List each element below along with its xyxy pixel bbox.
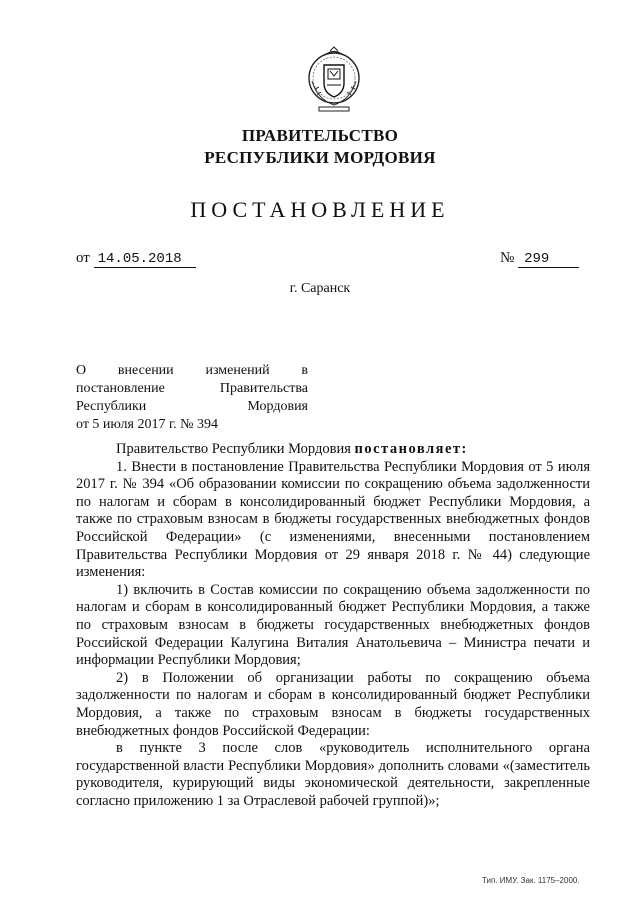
- number-prefix: №: [500, 250, 515, 266]
- paragraph-4: в пункте 3 после слов «руководитель исполнительного органа государственной власти Республики Мордовия» дополнить словами «(заместитель руководителя, курирующий виды экономической деятельности, закрепленные согласно приложению 1 за Отраслевой рабочей группой)»;: [76, 740, 590, 809]
- government-title: ПРАВИТЕЛЬСТВО: [241, 126, 399, 145]
- paragraph-3: 2) в Положении об организации работы по сокращению объема задолженности по налогам и сборам в консолидированный бюджет Республики Мордовия, а также по страховым взносам в бюджеты государственных внебюджетных фондов Российской Федерации:: [76, 669, 590, 739]
- decree-date: [76, 250, 196, 267]
- subject-line: Республики Мордовия: [76, 399, 308, 414]
- coat-of-arms-icon: [303, 45, 365, 117]
- city: г. Саранск: [289, 281, 351, 296]
- subject-line: от 5 июля 2017 г. № 394: [76, 417, 218, 432]
- date-prefix: от: [76, 250, 90, 266]
- paragraph-2: 1) включить в Состав комиссии по сокращению объема задолженности по налогам и сборам в консолидированный бюджет Республики Мордовия, а также по страховым взносам в бюджеты государственных внебюджетных фондов Российской Федерации Калугина Виталия Анатольевича – Министра печати и информации Республики Мордовия;: [76, 581, 590, 669]
- intro-text: Правительство Республики Мордовия: [116, 441, 355, 457]
- paragraph-1: 1. Внести в постановление Правительства Республики Мордовия от 5 июля 2017 г. № 394 «Об образовании комиссии по сокращению объема задолженности по налогам и сборам в консолидированный бюджет Республики Мордовия, а также по страховым взносам в бюджеты государственных внебюджетных фондов Российской Федерации» (с изменениями, внесенными постановлением Правительства Республики Мордовия от 29 января 2018 г. № 44) следующие изменения:: [76, 458, 590, 581]
- date-value: 14.05.2018: [94, 251, 196, 268]
- decree-subject: [76, 362, 308, 434]
- subject-line: постановление Правительства: [76, 381, 308, 396]
- decree-body: [76, 441, 590, 810]
- intro-resolves: постановляет:: [354, 441, 468, 457]
- document-type: ПОСТАНОВЛЕНИЕ: [190, 197, 450, 222]
- number-value: 299: [518, 251, 579, 268]
- subject-line: О внесении изменений в: [76, 363, 308, 378]
- republic-title: РЕСПУБЛИКИ МОРДОВИЯ: [204, 148, 436, 167]
- intro-paragraph: [76, 441, 590, 459]
- decree-number: [500, 250, 579, 267]
- print-info: Тип. ИМУ. Зак. 1175–2000.: [482, 876, 580, 885]
